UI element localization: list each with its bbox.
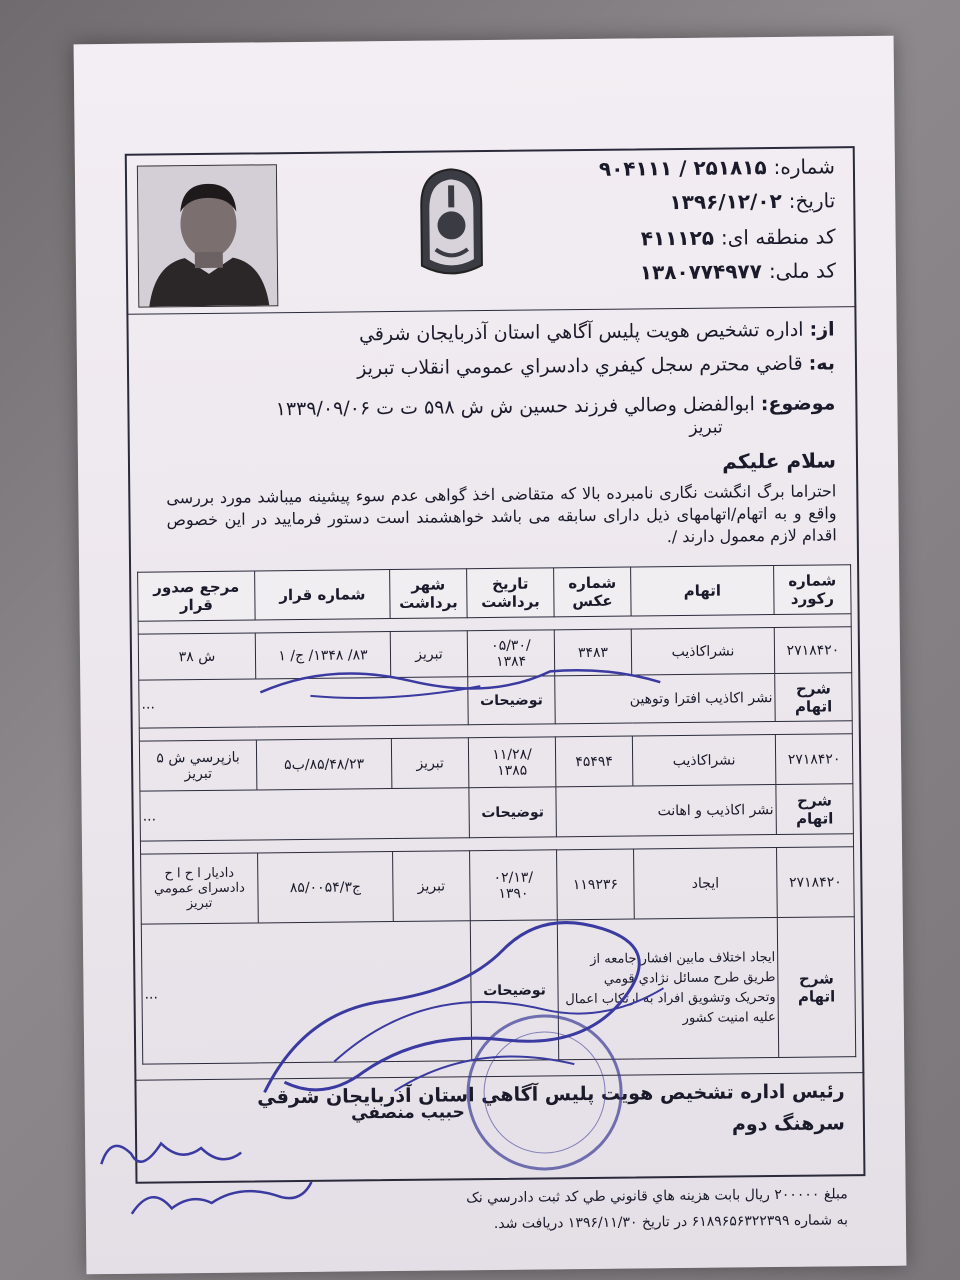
issuing-authority: بازپرسي ش ۵ تبريز — [139, 740, 257, 791]
subject-line: موضوع: ابوالفضل وصالي فرزند حسين ش ش ۵۹۸ ت ت ۱۳۳۹/۰۹/۰۶ — [275, 392, 836, 421]
table-header: تاريخ برداشت — [467, 568, 555, 618]
signer-name: حبيب منصفي — [350, 1102, 465, 1124]
table-header: شهر برداشت — [390, 569, 468, 619]
national-code: کد ملی: ۱۳۸۰۷۷۴۹۷۷ — [639, 258, 837, 285]
charge-explanation: ايجاد اختلاف مابين افشار جامعه از طريق طرح مسائل نژادي قومي وتحريک وتشويق افراد به ارتکاب اعمال عليه امنيت کشور — [557, 918, 778, 1060]
receipt-line-1: مبلغ ۲۰۰۰۰۰ ريال بابت هزينه هاي قانوني طي کد ثبت دادرسي نک — [466, 1186, 848, 1207]
letter-date: تاريخ: ۱۳۹۶/۱۲/۰۲ — [669, 188, 836, 215]
photo-number: ۱۱۹۲۳۶ — [557, 849, 635, 920]
charge-explanation: نشر اكاذيب و اهانت — [556, 785, 777, 837]
from-line: از: اداره تشخيص هويت پليس آگاهي استان آذربايجان شرقي — [358, 318, 835, 346]
document-page — [74, 36, 907, 1275]
capture-date: /۰۵/۳۰ ۱۳۸۴ — [467, 630, 554, 677]
capture-city: تبريز — [393, 851, 471, 922]
capture-date: /۰۲/۱۳ ۱۳۹۰ — [470, 850, 558, 921]
police-emblem — [415, 165, 488, 284]
capture-city: تبريز — [390, 631, 467, 678]
record-number: ۲۷۱۸۴۲۰ — [777, 847, 855, 918]
charge: نشراكاذيب — [631, 628, 774, 675]
notes-label: توضيحات — [469, 787, 557, 838]
record-number: ۲۷۱۸۴۲۰ — [775, 734, 853, 785]
to-line: به: قاضي محترم سجل کيفري دادسراي عمومي انقلاب تبريز — [357, 352, 836, 380]
notes-value: ... — [140, 788, 470, 841]
charge: نشراكاذيب — [632, 735, 776, 786]
table-explain-row — [140, 784, 853, 841]
issuing-authority: دادیار ا ح ا ح دادسرای عمومي تبريز — [141, 853, 259, 924]
charge-explanation: نشر اكاذيب افترا وتوهين — [555, 674, 775, 724]
capture-date: /۱۱/۲۸ ۱۳۸۵ — [468, 737, 556, 788]
signer-rank: سرهنگ دوم — [731, 1112, 846, 1136]
table-header: شماره ركورد — [774, 565, 852, 615]
signature-scribble — [250, 648, 671, 712]
greeting: سلام عليکم — [722, 448, 837, 474]
record-number: ۲۷۱۸۴۲۰ — [774, 627, 851, 674]
signer-title: رئيس اداره تشخيص هويت پليس آگاهي استان آذربايجان شرقي — [257, 1080, 845, 1109]
explain-label: شرح اتهام — [777, 917, 855, 1058]
charge: ايجاد — [634, 848, 778, 919]
photo-number: ۳۴۸۳ — [554, 629, 631, 676]
signature — [242, 888, 684, 1113]
table-header: شماره قرار — [255, 570, 391, 620]
capture-city: تبريز — [391, 738, 469, 789]
notes-value: ... — [141, 921, 471, 1064]
table-row — [139, 734, 852, 791]
person-photo — [137, 164, 278, 307]
decision-number: ۸۳/ ۱۳۴۸/ ج/ ۱ — [255, 632, 390, 679]
decision-number: ج۸۵/۰۰۵۴/۳ — [258, 852, 394, 923]
notes-value: ... — [139, 677, 468, 728]
issuing-authority: ش ۳۸ — [138, 633, 255, 680]
subject-city: تبريز — [689, 417, 723, 438]
notes-label: توضيحات — [470, 920, 558, 1061]
table-header-row — [138, 565, 851, 621]
explain-label: شرح اتهام — [775, 673, 852, 722]
notes-label: توضيحات — [468, 676, 555, 725]
region-code: کد منطقه اى: ۴۱۱۱۲۵ — [640, 224, 836, 251]
table-header: شماره عكس — [554, 567, 632, 617]
letter-number: شماره: ۲۵۱۸۱۵ / ۹۰۴۱۱۱ — [598, 154, 836, 181]
table-header: اتهام — [631, 566, 775, 616]
letter-body: احتراما برگ انگشت نگاری نامبرده بالا که متقاضی اخذ گواهی عدم سوء پیشینه میباشد مورد بررسی واقع و به اتهام/اتهامهای ذیل دارای سابقه می باشد خواهشمند است دستور فرمایید در این خصوص اقدام لازم معمول دارند /. — [166, 481, 837, 547]
explain-label: شرح اتهام — [776, 784, 854, 835]
handwritten-note — [91, 1122, 322, 1234]
receipt-line-2: به شماره ۶۱۸۹۶۵۶۳۲۲۳۹۹ در تاريخ ۱۳۹۶/۱۱/۳۰ دريافت شد. — [493, 1212, 849, 1232]
decision-number: ۸۵/۴۸/۲۳/ب۵ — [256, 739, 392, 790]
photo-number: ۴۵۴۹۴ — [555, 736, 633, 787]
table-header: مرجع صدور قرار — [138, 571, 256, 621]
